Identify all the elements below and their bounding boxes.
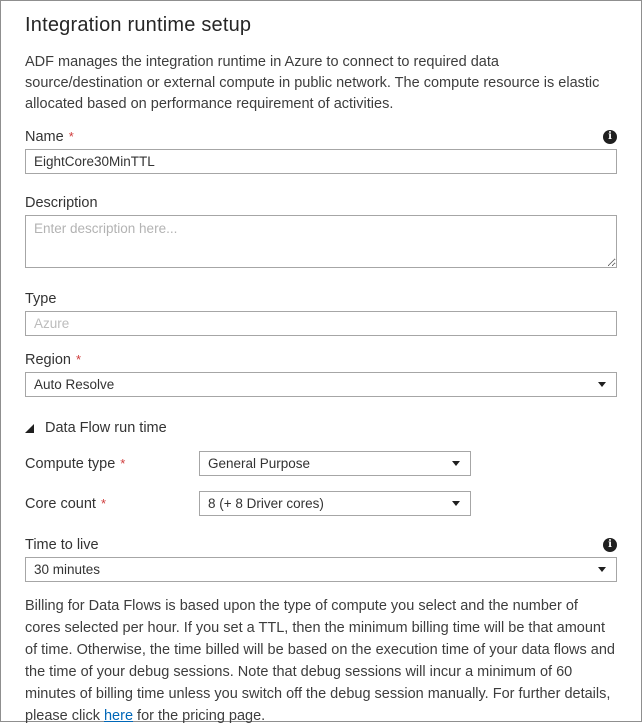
caret-down-icon: [452, 501, 460, 506]
description-input[interactable]: [25, 215, 617, 268]
caret-down-icon: [598, 567, 606, 572]
billing-note-text-before-link: Billing for Data Flows is based upon the type of compute you select and the number of cores selected per hour. If you set a TTL, then the minimum billing time will be that amount of time. Otherwise, the time billed will be based on the execution time of your data flows and the time of your debug sessions. Note that debug sessions will incur a minimum of 60 minutes of billing time unless you switch off the debug session manually. For further details, please click: [25, 598, 615, 724]
description-label-row: [25, 195, 617, 211]
compute-type-required-marker: *: [120, 455, 126, 471]
time-to-live-label-row: [25, 537, 617, 553]
region-dropdown[interactable]: [25, 372, 617, 397]
name-input[interactable]: [25, 149, 617, 174]
caret-down-icon: [598, 382, 606, 387]
compute-type-row: [25, 451, 617, 476]
name-label-row: [25, 129, 617, 145]
core-count-row: [25, 491, 617, 516]
type-input: [25, 311, 617, 336]
caret-down-icon: [452, 461, 460, 466]
time-to-live-label: Time to live: [25, 537, 99, 553]
type-label: Type: [25, 291, 57, 307]
description-label: Description: [25, 195, 98, 211]
region-label-row: [25, 352, 617, 368]
type-label-row: [25, 291, 617, 307]
name-required-marker: *: [68, 129, 74, 144]
compute-type-dropdown-value: General Purpose: [208, 456, 311, 471]
core-count-dropdown[interactable]: [199, 491, 471, 516]
pricing-page-link[interactable]: here: [103, 708, 134, 724]
time-to-live-dropdown[interactable]: [25, 557, 617, 582]
name-info-icon[interactable]: i: [603, 130, 617, 144]
core-count-dropdown-value: 8 (+ 8 Driver cores): [208, 496, 324, 511]
time-to-live-dropdown-value: 30 minutes: [34, 562, 101, 577]
intro-text: ADF manages the integration runtime in Azure to connect to required data source/destination or external compute in public network. The compute resource is elastic allocated based on performance requirement of activities.: [25, 54, 600, 112]
region-required-marker: *: [75, 352, 82, 367]
compute-type-label: Compute type: [25, 455, 116, 472]
data-flow-run-time-section-label: Data Flow run time: [45, 420, 167, 436]
region-dropdown-value: Auto Resolve: [34, 377, 115, 392]
region-label: Region: [25, 352, 71, 368]
compute-type-dropdown[interactable]: [199, 451, 471, 476]
billing-note-text-after-link: for the pricing page.: [133, 708, 266, 724]
data-flow-run-time-section-header[interactable]: [25, 420, 617, 436]
page-title: Integration runtime setup: [25, 14, 252, 36]
core-count-required-marker: *: [100, 495, 106, 511]
time-to-live-info-icon[interactable]: i: [603, 538, 617, 552]
section-expander-icon: [25, 424, 34, 433]
core-count-label: Core count: [25, 495, 96, 512]
billing-note: [25, 595, 617, 727]
name-label: Name: [25, 129, 64, 145]
